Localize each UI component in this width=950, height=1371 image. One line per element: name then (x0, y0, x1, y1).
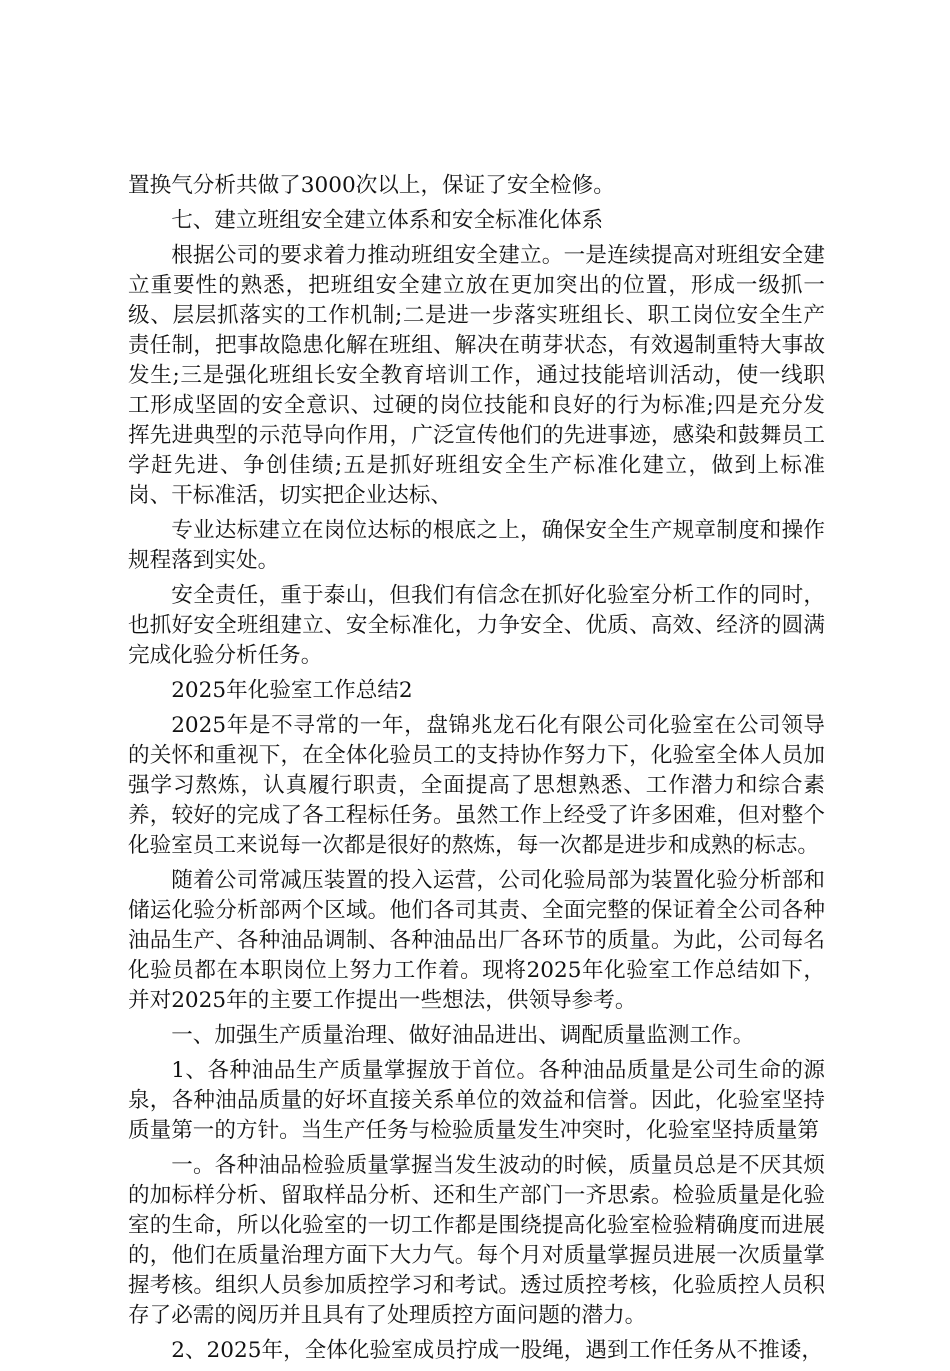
section-heading-1: 一、加强生产质量治理、做好油品进出、调配质量监测工作。 (171, 1023, 755, 1048)
document-body (128, 171, 825, 1371)
section-heading-7: 七、建立班组安全建立体系和安全标准化体系 (171, 208, 604, 233)
document-title-2: 2025年化验室工作总结2 (171, 678, 413, 703)
paragraph-3: 根据公司的要求着力推动班组安全建立。一是连续提高对班组安全建立重要性的熟悉，把班组安全建立放在更加突出的位置，形成一级抓一级、层层抓落实的工作机制;二是进一步落实班组长、职工岗位安全生产责任制，把事故隐患化解在班组、解决在萌芽状态，有效遏制重特大事故发生;三是强化班组长安全教育培训工作，通过技能培训活动，使一线职工形成坚固的安全意识、过硬的岗位技能和良好的行为标准;四是充分发挥先进典型的示范导向作用，广泛宣传他们的先进事迹，感染和鼓舞员工学赶先进、争创佳绩;五是抓好班组安全生产标准化建立，做到上标准岗、干标准活，切实把企业达标、 (128, 243, 825, 508)
paragraph-11: 一。各种油品检验质量掌握当发生波动的时候，质量员总是不厌其烦的加标样分析、留取样品分析、还和生产部门一齐思索。检验质量是化验室的生命，所以化验室的一切工作都是围绕提高化验室检验精确度而进展的，他们在质量治理方面下大力气。每个月对质量掌握员进展一次质量掌握考核。组织人员参加质控学习和考试。透过质控考核，化验质控人员积存了必需的阅历并且具有了处理质控方面问题的潜力。 (128, 1153, 825, 1328)
paragraph-8: 随着公司常减压装置的投入运营，公司化验局部为装置化验分析部和储运化验分析部两个区域。他们各司其责、全面完整的保证着全公司各种油品生产、各种油品调制、各种油品出厂各环节的质量。为此，公司每名化验员都在本职岗位上努力工作着。现将2025年化验室工作总结如下，并对2025年的主要工作提出一些想法，供领导参考。 (128, 868, 825, 1013)
paragraph-7: 2025年是不寻常的一年，盘锦兆龙石化有限公司化验室在公司领导的关怀和重视下，在全体化验员工的支持协作努力下，化验室全体人员加强学习熬炼，认真履行职责，全面提高了思想熟悉、工作潜力和综合素养，较好的完成了各工程标任务。虽然工作上经受了许多困难，但对整个化验室员工来说每一次都是很好的熬炼，每一次都是进步和成熟的标志。 (128, 713, 825, 858)
paragraph-5: 安全责任，重于泰山，但我们有信念在抓好化验室分析工作的同时，也抓好安全班组建立、安全标准化，力争安全、优质、高效、经济的圆满完成化验分析任务。 (128, 583, 825, 668)
paragraph-12: 2、2025年，全体化验室成员拧成一股绳，遇到工作任务从不推诿， (171, 1338, 823, 1363)
paragraph-1: 置换气分析共做了3000次以上，保证了安全检修。 (128, 173, 615, 198)
paragraph-10: 1、各种油品生产质量掌握放于首位。各种油品质量是公司生命的源泉，各种油品质量的好坏直接关系单位的效益和信誉。因此，化验室坚持质量第一的方针。当生产任务与检验质量发生冲突时，化验室坚持质量第 (128, 1058, 825, 1143)
paragraph-4: 专业达标建立在岗位达标的根底之上，确保安全生产规章制度和操作规程落到实处。 (128, 518, 825, 573)
